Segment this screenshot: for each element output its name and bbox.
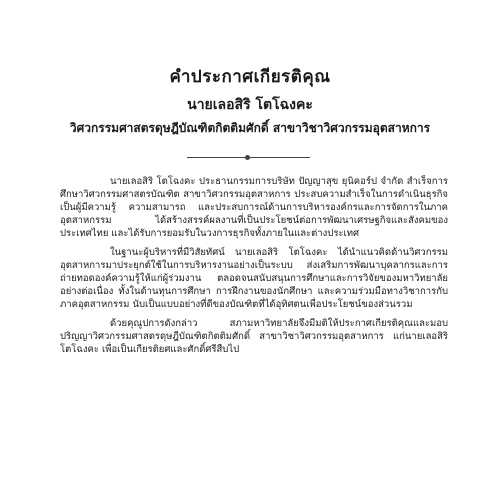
paragraph-2: ในฐานะผู้บริหารที่มีวิสัยทัศน์ นายเลอสิริ โตโฉงคะ ได้นำแนวคิดด้านวิศวกรรมอุตสาหการมาประยุกต์ใช้ในการบริหารงานอย่างเป็นระบบ ส่งเสริมการพัฒนาบุคลากรและการถ่ายทอดองค์ความรู้ให้แก่ผู้ร่วมงาน ตลอดจนสนับสนุนการศึกษาและการวิจัยของมหาวิทยาลัยอย่างต่อเนื่อง ทั้งในด้านทุนการศึกษา การฝึกงานของนักศึกษา และความร่วมมือทางวิชาการกับภาคอุตสาหกรรม นับเป็นแบบอย่างที่ดีของบัณฑิตที่ได้อุทิศตนเพื่อประโยชน์ของส่วนรวม [60,247,448,310]
body-text [60,175,448,362]
paragraph-3: ด้วยคุณูปการดังกล่าว สภามหาวิทยาลัยจึงมีมติให้ประกาศเกียรติคุณและมอบปริญญาวิศวกรรมศาสตรดุษฎีบัณฑิตกิตติมศักดิ์ สาขาวิชาวิศวกรรมอุตสาหการ แก่นายเลอสิริ โตโฉงคะ เพื่อเป็นเกียรติยศและศักดิ์ศรีสืบไป [60,318,448,355]
divider-dot [245,155,250,160]
ornament-divider [187,157,310,158]
honoree-name: นายเลอสิริ โตโฉงคะ [187,97,313,113]
paragraph-1: นายเลอสิริ โตโฉงคะ ประธานกรรมการบริษัท ปัญญาสุข ยุนิคอร์ป จำกัด สำเร็จการศึกษาวิศวกรรมศาสตรบัณฑิต สาขาวิศวกรรมอุตสาหการ ประสบความสำเร็จในการดำเนินธุรกิจ เป็นผู้มีความรู้ ความสามารถ และประสบการณ์ด้านการบริหารองค์กรและการจัดการในภาคอุตสาหกรรม ได้สร้างสรรค์ผลงานที่เป็นประโยชน์ต่อการพัฒนาเศรษฐกิจและสังคมของประเทศไทย และได้รับการยอมรับในวงการธุรกิจทั้งภายในและต่างประเทศ [60,176,448,239]
document-title: คำประกาศเกียรติคุณ [169,67,331,87]
degree-affiliation: วิศวกรรมศาสตรดุษฎีบัณฑิตกิตติมศักดิ์ สาขาวิชาวิศวกรรมอุตสาหการ [69,121,431,135]
